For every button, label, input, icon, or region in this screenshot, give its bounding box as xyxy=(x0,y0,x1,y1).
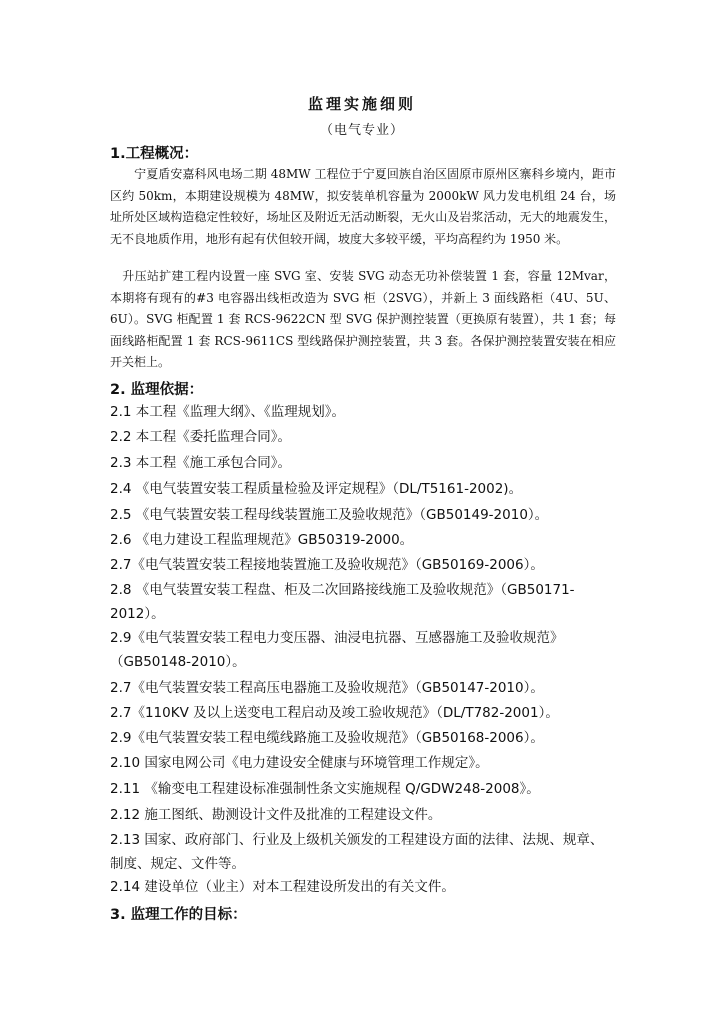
section-2-heading: 2. 监理依据： xyxy=(110,382,204,398)
basis-item: 2.7《电气装置安装工程高压电器施工及验收规范》（GB50147-2010）。 xyxy=(110,680,544,696)
basis-item: 2.4 《电气装置安装工程质量检验及评定规程》（DL/T5161-2002)。 xyxy=(110,481,523,497)
basis-item: 2.6 《电力建设工程监理规范》GB50319-2000。 xyxy=(110,532,414,548)
basis-item: 2.10 国家电网公司《电力建设安全健康与环境管理工作规定》。 xyxy=(110,755,489,771)
basis-item: 2.12 施工图纸、勘测设计文件及批准的工程建设文件。 xyxy=(110,807,442,823)
basis-item: 2.1 本工程《监理大纲》、《监理规划》。 xyxy=(110,404,346,420)
document-title: 监理实施细则 xyxy=(307,95,416,113)
section-3-heading: 3. 监理工作的目标： xyxy=(110,907,247,923)
basis-item: 2.8 《电气装置安装工程盘、柜及二次回路接线施工及验收规范》（GB50171-2012）。 xyxy=(110,582,575,622)
basis-item: 2.9《电气装置安装工程电力变压器、油浸电抗器、互感器施工及验收规范》（GB50148-2010）。 xyxy=(110,630,564,670)
basis-item: 2.5 《电气装置安装工程母线装置施工及验收规范》（GB50149-2010）。 xyxy=(110,507,549,523)
document-subtitle: （电气专业） xyxy=(319,123,404,138)
section-1-heading: 1.工程概况： xyxy=(110,146,199,162)
basis-item: 2.3 本工程《施工承包合同》。 xyxy=(110,455,292,471)
basis-item: 2.9《电气装置安装工程电缆线路施工及验收规范》（GB50168-2006）。 xyxy=(110,730,544,746)
basis-item: 2.13 国家、政府部门、行业及上级机关颁发的工程建设方面的法律、法规、规章、制度、规定、文件等。 xyxy=(110,832,604,872)
project-overview-paragraph: 宁夏盾安嘉科风电场二期 48MW 工程位于宁夏回族自治区固原市原州区寨科乡境内，距市区约 50km，本期建设规模为 48MW，拟安装单机容量为 2000kW 风力发电机组 24 台，场址所处区域构造稳定性较好，场址区及附近无活动断裂，无火山及岩浆活动，无大的地震发生，无不良地质作用，地形有起有伏但较开阔，坡度大多较平缓，平均高程约为 1950 米。 xyxy=(110,167,616,246)
basis-item: 2.7《110KV 及以上送变电工程启动及竣工验收规范》（DL/T782-2001）。 xyxy=(110,705,559,721)
basis-item: 2.14 建设单位（业主）对本工程建设所发出的有关文件。 xyxy=(110,879,455,895)
substation-paragraph: 升压站扩建工程内设置一座 SVG 室、安装 SVG 动态无功补偿装置 1 套，容量 12Mvar，本期将有现有的#3 电容器出线柜改造为 SVG 柜（2SVG），并新上 3 面线路柜（4U、5U、6U）。SVG 柜配置 1 套 RCS-9622CN 型 SVG 保护测控装置（更换原有装置），共 1 套；每面线路柜配置 1 套 RCS-9611CS 型线路保护测控装置，共 3 套。各保护测控装置安装在相应开关柜上。 xyxy=(110,269,616,369)
basis-item: 2.11 《输变电工程建设标准强制性条文实施规程 Q/GDW248-2008》。 xyxy=(110,781,540,797)
basis-item: 2.2 本工程《委托监理合同》。 xyxy=(110,429,292,445)
basis-item: 2.7《电气装置安装工程接地装置施工及验收规范》（GB50169-2006）。 xyxy=(110,557,544,573)
